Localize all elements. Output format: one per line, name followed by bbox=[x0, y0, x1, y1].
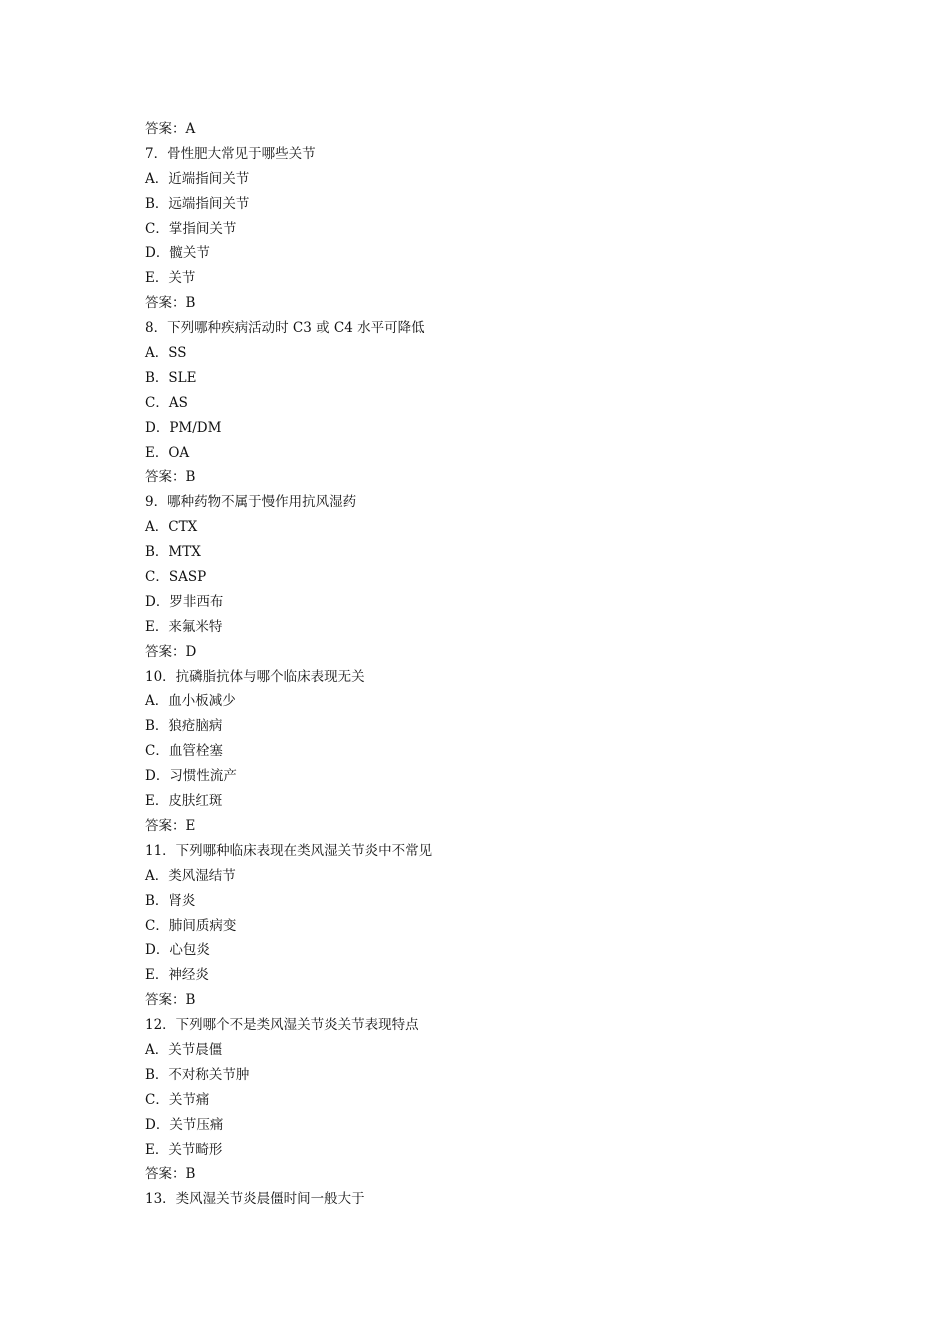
option-text: B．SLE bbox=[145, 369, 197, 386]
answer-text: 答案：B bbox=[145, 469, 196, 486]
option-text: E．神经炎 bbox=[145, 967, 209, 984]
option-text: B．MTX bbox=[145, 544, 201, 561]
option-text: C．血管栓塞 bbox=[145, 743, 223, 760]
answer-text: 答案：B bbox=[145, 992, 196, 1009]
question-text: 7．骨性肥大常见于哪些关节 bbox=[145, 145, 316, 162]
option-text: B．狼疮脑病 bbox=[145, 718, 223, 735]
option-text: A．近端指间关节 bbox=[145, 170, 250, 187]
option-text: A．SS bbox=[145, 345, 187, 362]
option-text: A．关节晨僵 bbox=[145, 1041, 223, 1058]
option-text: A．血小板减少 bbox=[145, 693, 236, 710]
option-text: B．远端指间关节 bbox=[145, 195, 250, 212]
question-text: 10．抗磷脂抗体与哪个临床表现无关 bbox=[145, 668, 365, 685]
document-body bbox=[145, 117, 905, 1212]
option-text: B．肾炎 bbox=[145, 892, 196, 909]
question-text: 9．哪种药物不属于慢作用抗风湿药 bbox=[145, 494, 357, 511]
option-text: E．来氟米特 bbox=[145, 618, 223, 635]
question-text: 8．下列哪种疾病活动时 C3 或 C4 水平可降低 bbox=[145, 320, 425, 337]
option-text: A．CTX bbox=[145, 519, 198, 536]
option-text: D．习惯性流产 bbox=[145, 768, 237, 785]
option-text: E．关节 bbox=[145, 270, 196, 287]
option-text: D．心包炎 bbox=[145, 942, 210, 959]
option-text: D．关节压痛 bbox=[145, 1116, 224, 1133]
option-text: B．不对称关节肿 bbox=[145, 1066, 250, 1083]
option-text: D．髋关节 bbox=[145, 245, 210, 262]
answer-text: 答案：B bbox=[145, 295, 196, 312]
option-text: E．OA bbox=[145, 444, 190, 461]
option-text: E．关节畸形 bbox=[145, 1141, 223, 1158]
question-text: 12．下列哪个不是类风湿关节炎关节表现特点 bbox=[145, 1017, 419, 1034]
option-text: C．SASP bbox=[145, 569, 207, 586]
answer-text: 答案：E bbox=[145, 817, 196, 834]
answer-text: 答案：B bbox=[145, 1166, 196, 1183]
option-text: C．关节痛 bbox=[145, 1091, 210, 1108]
question-text: 11．下列哪种临床表现在类风湿关节炎中不常见 bbox=[145, 842, 433, 859]
answer-text: 答案：D bbox=[145, 643, 197, 660]
option-text: D．PM/DM bbox=[145, 419, 222, 436]
option-text: A．类风湿结节 bbox=[145, 867, 236, 884]
answer-text: 答案：A bbox=[145, 121, 196, 137]
question-text: 13．类风湿关节炎晨僵时间一般大于 bbox=[145, 1191, 365, 1208]
option-text: C．肺间质病变 bbox=[145, 917, 237, 934]
option-text: C．掌指间关节 bbox=[145, 220, 237, 237]
option-text: C．AS bbox=[145, 394, 188, 411]
option-text: D．罗非西布 bbox=[145, 593, 224, 610]
option-text: E．皮肤红斑 bbox=[145, 793, 223, 810]
